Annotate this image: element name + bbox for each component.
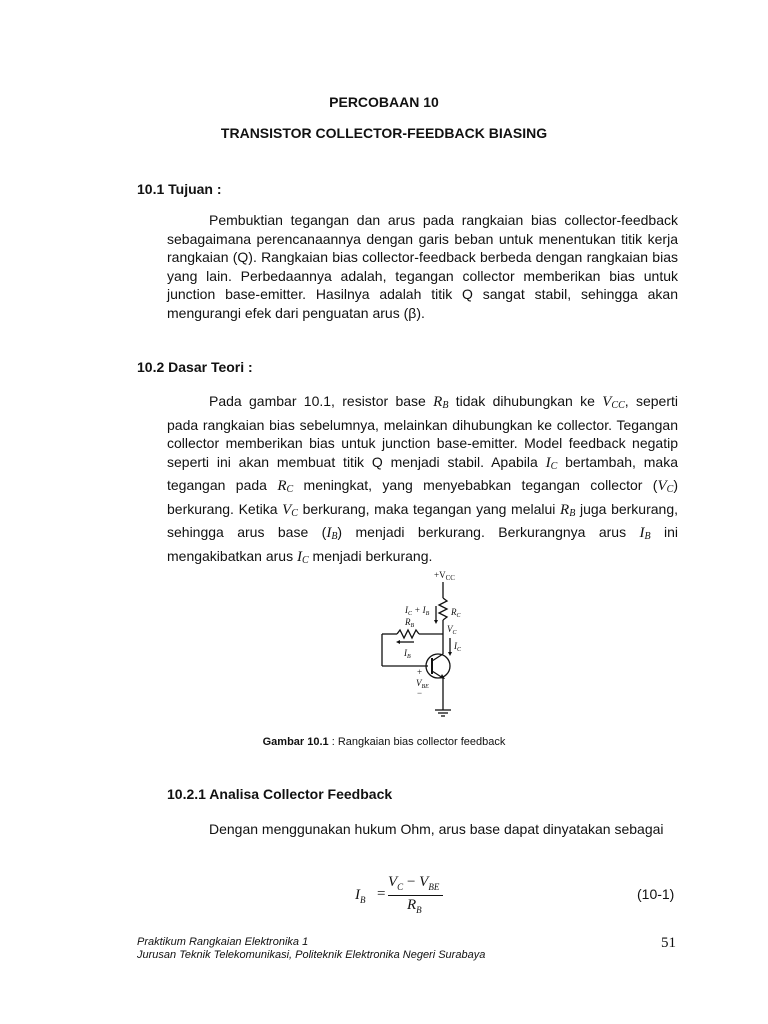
svg-text:VBE: $V_{BE}$ <box>416 678 429 690</box>
paragraph-tujuan: Pembuktian tegangan dan arus pada rangkaian bias collector-feedback sebagaimana perencanaannya dengan garis beban untuk menentukan titik kerja rangkaian (Q). Rangkaian bias collector-feedback berbeda dengan rangkaian bias yang lain. Perbedaannya adalah, tegangan collector memberikan bias untuk junction base-emitter. Hasilnya adalah titik Q sangat stabil, sehingga akan mengurangi efek dari penguatan arus (β). <box>167 212 678 321</box>
ib-arrowhead <box>396 640 400 644</box>
fraction-bar <box>388 895 443 896</box>
paragraph-dasar-teori: Pada gambar 10.1, resistor base $R_B$ tidak dihubungkan ke $V_{CC}$, seperti pada rangkaian bias sebelumnya, melainkan dihubungkan ke collector. Tegangan collector memberikan bias untuk junction base-emitter. Model feedback negatip seperti ini akan membuat titik Q menjadi stabil. Apabila $I_C$ bertambah, maka tegangan pada $R_C$ meningkat, yang menyebabkan tegangan collector $(V_C)$ berkurang. Ketika $V_C$ berkurang, maka tegangan yang melalui $R_B$ juga berkurang, sehingga arus base $(I_B)$ menjadi berkurang. Berkurangnya arus $I_B$ ini mengakibatkan arus $I_C$ menjadi berkurang. <box>167 393 678 566</box>
svg-text:+: + <box>417 667 423 677</box>
figure-caption: Gambar 10.1 : Rangkaian bias collector feedback <box>262 736 506 748</box>
page-title: PERCOBAAN 10 <box>329 94 439 110</box>
footer-course: Praktikum Rangkaian Elektronika 1 <box>137 936 309 948</box>
collector-feedback-circuit-diagram <box>368 562 478 724</box>
svg-text:VC: $V_C$ <box>447 624 457 636</box>
paragraph-analisa: Dengan menggunakan hukum Ohm, arus base dapat dinyatakan sebagai <box>209 821 664 837</box>
rb-resistor <box>397 630 419 638</box>
section-heading-dasar-teori: 10.2 Dasar Teori : <box>137 359 253 375</box>
equation-10-1: $I_B$ = $V_C - V_{BE}$ $R_B$ <box>355 874 455 920</box>
rc-resistor <box>439 598 447 620</box>
svg-text:IC + IB: $I_C + I_B$ <box>405 605 430 617</box>
equation-number: (10-1) <box>637 886 675 902</box>
svg-text:IC: $I_C$ <box>454 641 462 653</box>
footer-department: Jurusan Teknik Telekomunikasi, Politeknik Elektronika Negeri Surabaya <box>137 949 486 961</box>
page-subtitle: TRANSISTOR COLLECTOR-FEEDBACK BIASING <box>220 125 548 141</box>
svg-text:RC: $R_C$ <box>451 607 461 619</box>
icib-arrowhead <box>434 620 438 624</box>
svg-text:−: − <box>417 688 423 698</box>
section-heading-tujuan: 10.1 Tujuan : <box>137 181 222 197</box>
svg-text:IB: $I_B$ <box>404 648 411 660</box>
svg-text:+VCC: $+V_{CC}$ <box>434 570 455 582</box>
page-number: 51 <box>661 935 676 951</box>
ic-arrowhead <box>448 652 452 656</box>
subsection-heading-analisa: 10.2.1 Analisa Collector Feedback <box>167 786 393 802</box>
svg-text:RB: $R_B$ <box>405 617 415 629</box>
